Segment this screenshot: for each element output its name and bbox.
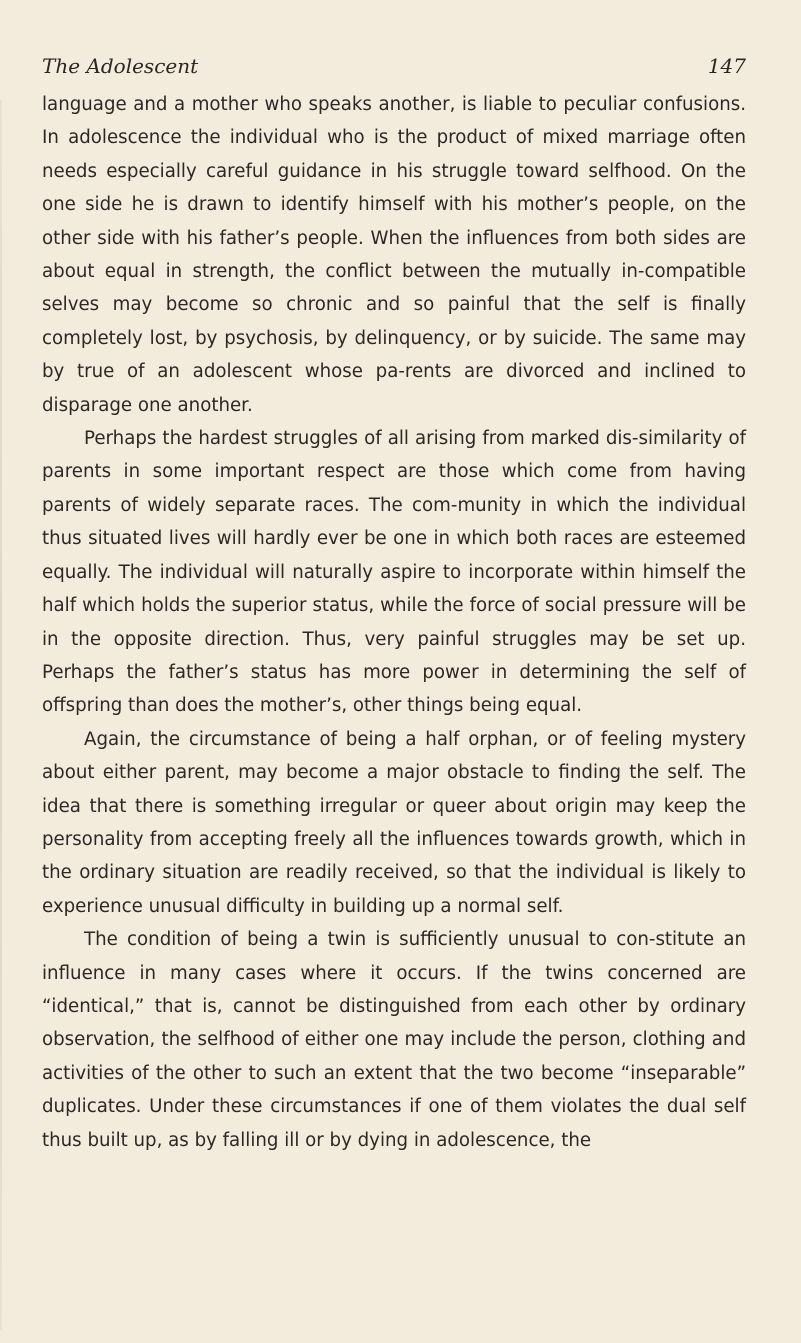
paragraph-1: language and a mother who speaks another, is liable to peculiar confusions. In adolescence the individual who is the product of mixed marriage often needs especially careful guidance in his struggle toward selfhood. On the one side he is drawn to identify himself with his mother’s people, on the other side with his father’s people. When the influences from both sides are about equal in strength, the conflict between the mutually in-compatible selves may become so chronic and so painful that the self is finally completely lost, by psychosis, by delinquency, or by suicide. The same may by true of an adolescent whose pa-rents are divorced and inclined to disparage one another.: [42, 94, 746, 416]
paragraph-4: The condition of being a twin is sufficiently unusual to con-stitute an influence in many cases where it occurs. If the twins concerned are “identical,” that is, cannot be distinguished from each other by ordinary observation, the selfhood of either one may include the person, clothing and activities of the other to such an extent that the two become “inseparable” duplicates. Under these circumstances if one of them violates the dual self thus built up, as by falling ill or by dying in adolescence, the: [42, 929, 746, 1151]
page-edge-shadow: [0, 100, 2, 1330]
running-head: The Adolescent: [42, 54, 199, 78]
body-text: [42, 88, 746, 1157]
page-number: 147: [707, 54, 746, 78]
page-header: [42, 54, 746, 88]
paragraph-2: Perhaps the hardest struggles of all arising from marked dis-similarity of parents in some important respect are those which come from having parents of widely separate races. The com-munity in which the individual thus situated lives will hardly ever be one in which both races are esteemed equally. The individual will naturally aspire to incorporate within himself the half which holds the superior status, while the force of social pressure will be in the opposite direction. Thus, very painful struggles may be set up. Perhaps the father’s status has more power in determining the self of offspring than does the mother’s, other things being equal.: [42, 428, 746, 717]
paragraph-3: Again, the circumstance of being a half orphan, or of feeling mystery about either parent, may become a major obstacle to finding the self. The idea that there is something irregular or queer about origin may keep the personality from accepting freely all the influences towards growth, which in the ordinary situation are readily received, so that the individual is likely to experience unusual difficulty in building up a normal self.: [42, 728, 746, 917]
